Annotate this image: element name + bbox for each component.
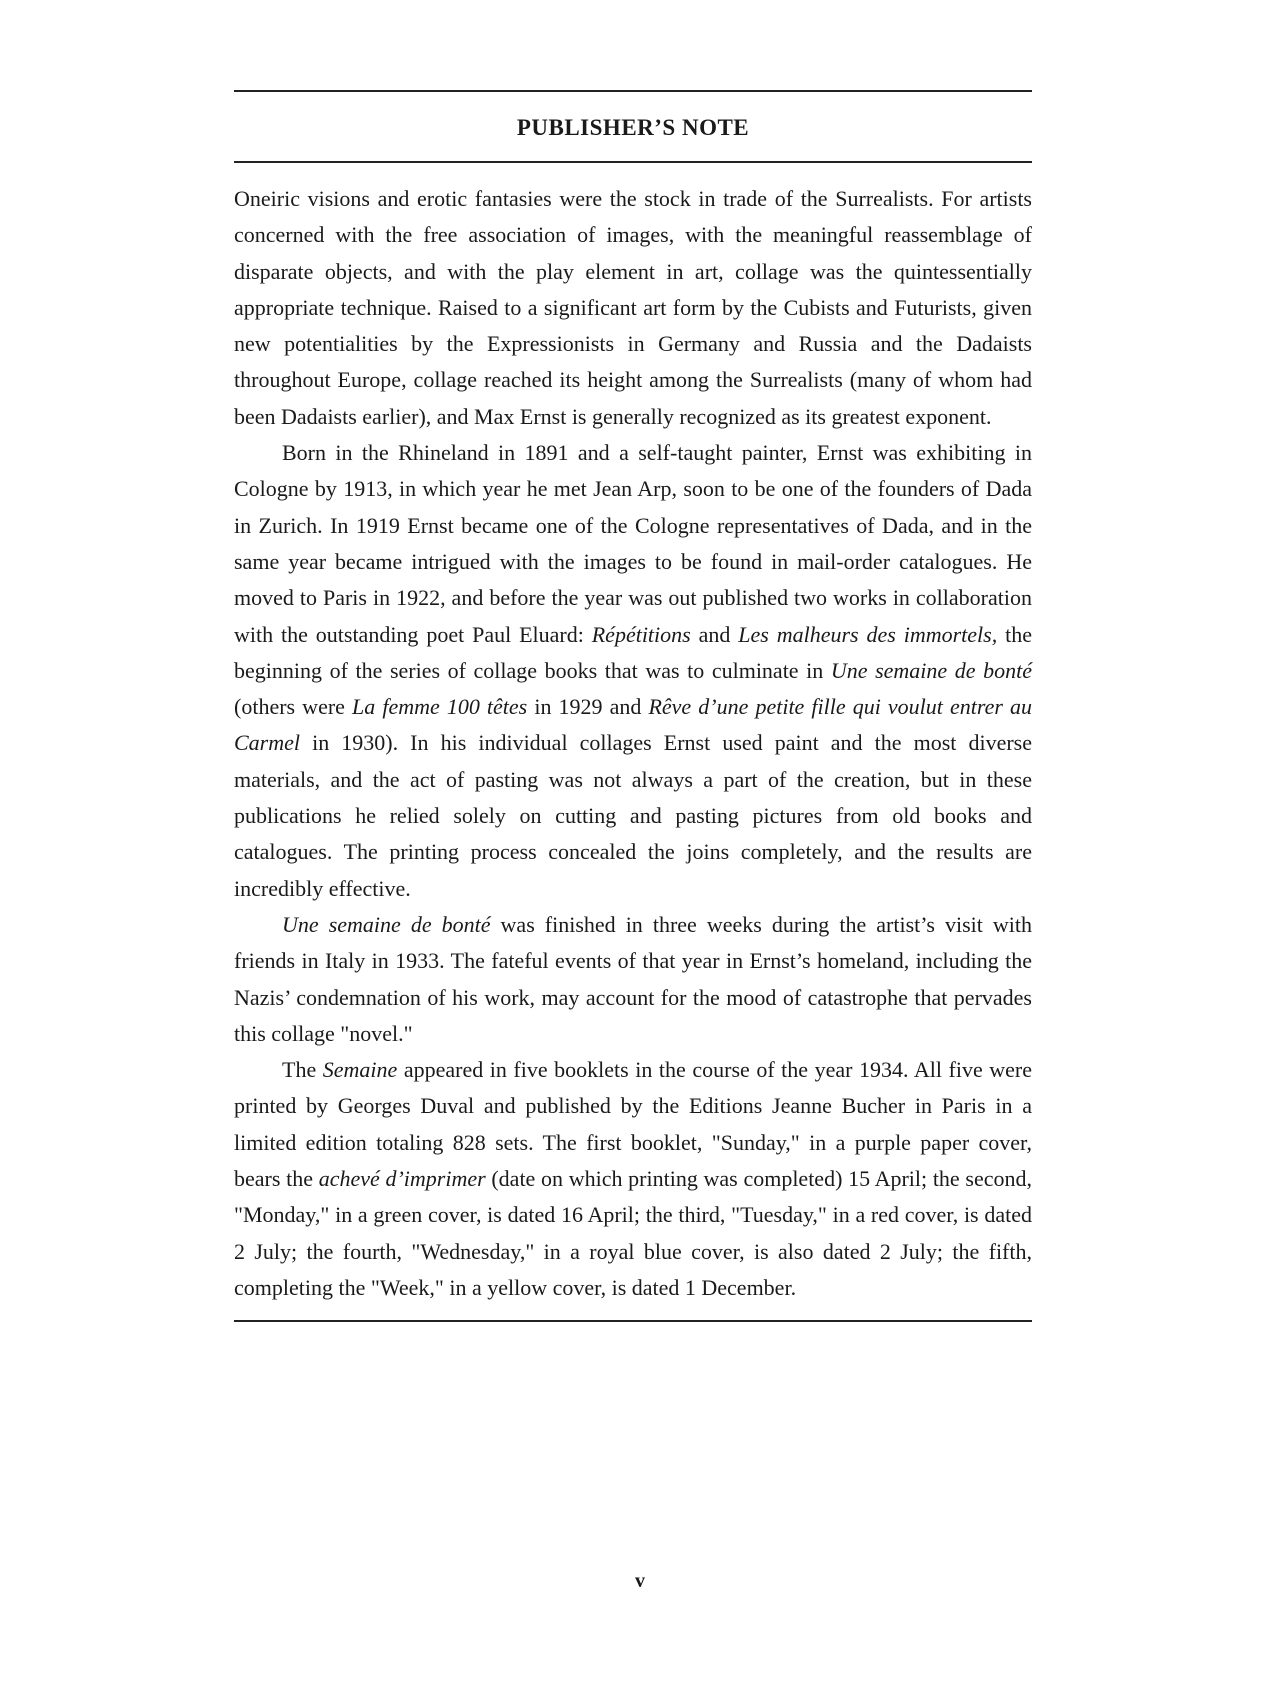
italic-title: Rêve d’une petite fille qui voulut entrer au Carmel xyxy=(234,694,1033,756)
text-run: Born in the Rhineland in 1891 and a self-taught painter, Ernst was exhibiting in Cologne by 1913, in which year he met Jean Arp, soon to be one of the founders of Dada in Zurich. In 1919 Ernst became one of the Cologne representatives of Dada, and in the same year became intrigued with the images to be found in mail-order catalogues. He moved to Paris in 1922, and before the year was out published two works in collaboration with the outstanding poet Paul Eluard: xyxy=(234,440,1032,647)
text-run: in 1929 and xyxy=(527,694,649,720)
top-rule xyxy=(234,90,1032,92)
text-run: the beginning of the series of collage books that was to culminate in xyxy=(234,621,1032,683)
italic-title: Semaine xyxy=(322,1057,398,1083)
text-run: and xyxy=(690,621,739,647)
bottom-rule xyxy=(234,1320,1032,1322)
page-content xyxy=(234,90,1032,1322)
paragraph xyxy=(234,435,1032,907)
body-text xyxy=(234,181,1032,1306)
italic-title: La femme 100 têtes xyxy=(352,694,528,720)
text-run: (others were xyxy=(234,694,353,720)
text-run: in 1930). In his individual collages Ernst used paint and the most diverse materials, and the act of pasting was not always a part of the creation, but in these publications he relied solely on cutting and pasting pictures from old books and catalogues. The printing process concealed the joins completely, and the results are incredibly effective. xyxy=(234,730,1032,901)
text-run: The xyxy=(282,1057,323,1083)
page-title: PUBLISHER’S NOTE xyxy=(516,115,750,140)
paragraph xyxy=(234,1052,1032,1306)
text-run: was finished in three weeks during the artist’s visit with friends in Italy in 1933. The fateful events of that year in Ernst’s homeland, including the Nazis’ condemnation of his work, may account for the mood of catastrophe that pervades this collage "novel." xyxy=(234,911,1032,1046)
italic-title: Répétitions xyxy=(591,621,691,647)
text-run: Oneiric visions and erotic fantasies were the stock in trade of the Surrealists. For artists concerned with the free association of images, with the meaningful reassemblage of disparate objects, and with the play element in art, collage was the quintessentially appropriate technique. Raised to a significant art form by the Cubists and Futurists, given new potentialities by the Expressionists in Germany and Russia and the Dadaists throughout Europe, collage reached its height among the Surrealists (many of whom had been Dadaists earlier), and Max Ernst is generally recognized as its greatest exponent. xyxy=(234,186,1032,429)
text-run: appeared in five booklets in the course of the year 1934. All five were printed by Georges Duval and published by the Editions Jeanne Bucher in Paris in a limited edition totaling 828 sets. The first booklet, "Sunday," in a purple paper cover, bears the xyxy=(234,1057,1032,1192)
page-number: v xyxy=(635,1570,645,1592)
italic-title: Une semaine de bonté xyxy=(282,911,491,937)
italic-title: Une semaine de bonté xyxy=(830,657,1032,683)
text-run: (date on which printing was completed) 15 April; the second, "Monday," in a green cover, is dated 16 April; the third, "Tuesday," in a red cover, is dated 2 July; the fourth, "Wednesday," in a royal blue cover, is also dated 2 July; the fifth, completing the "Week," in a yellow cover, is dated 1 December. xyxy=(234,1166,1032,1300)
paragraph xyxy=(234,181,1032,435)
italic-title: Les malheurs des immortels, xyxy=(738,621,998,647)
italic-title: achevé d’imprimer xyxy=(318,1166,486,1192)
paragraph xyxy=(234,907,1032,1052)
title-rule xyxy=(234,161,1032,163)
